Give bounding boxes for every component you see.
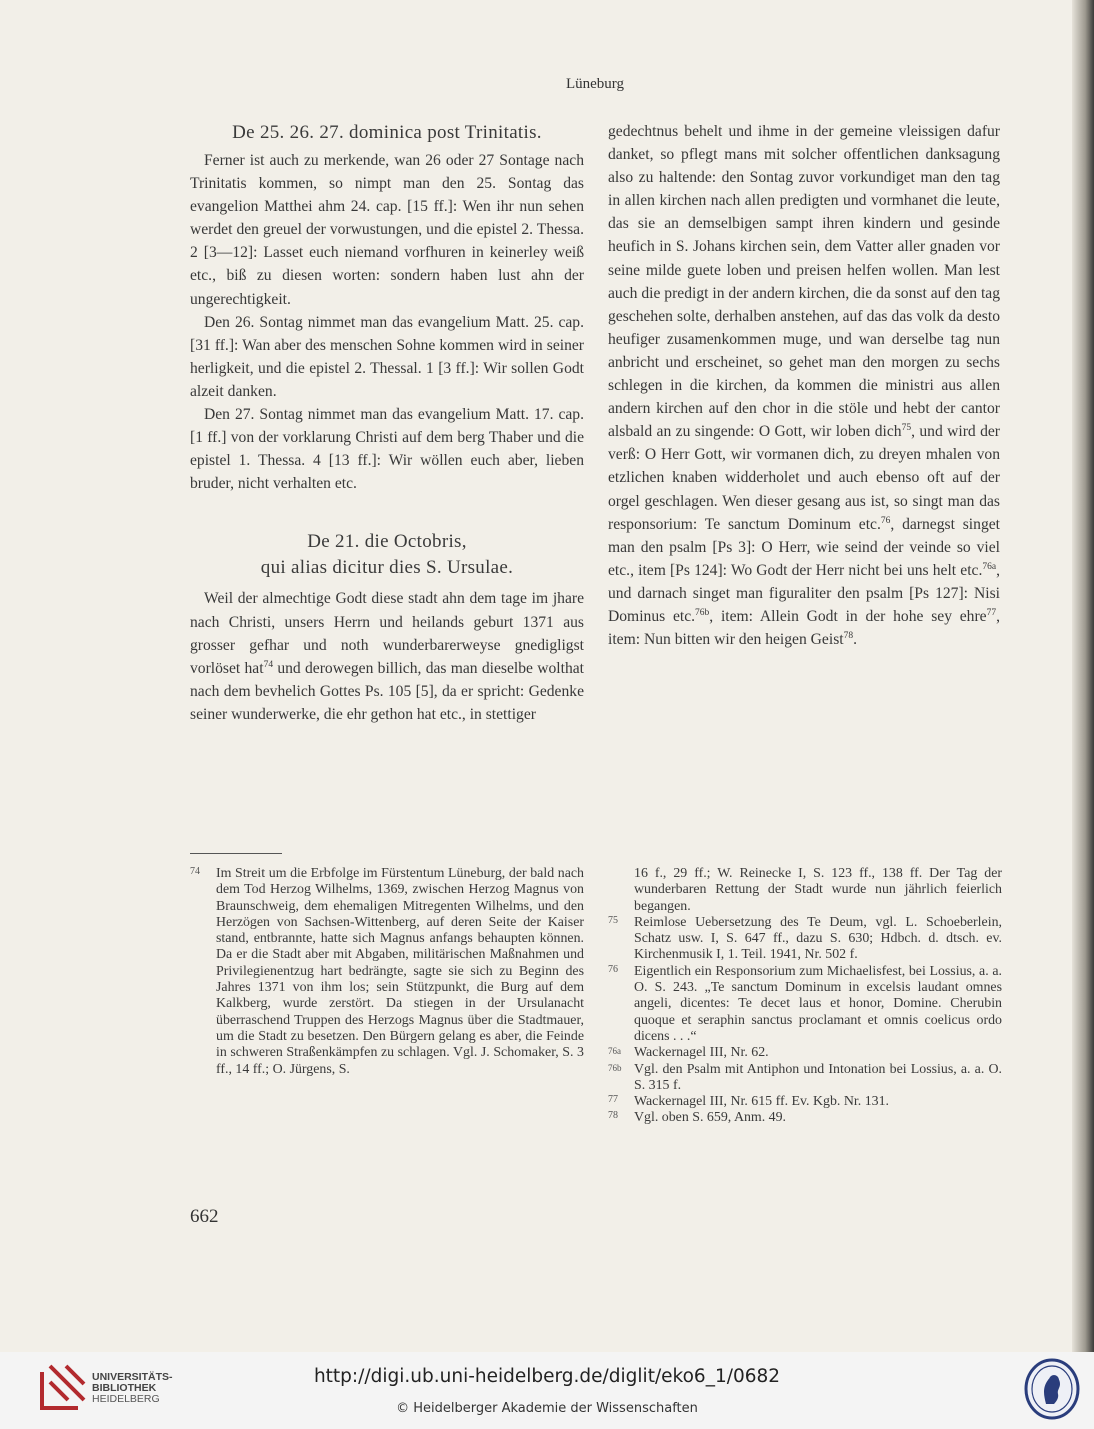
footnote-text: Wackernagel III, Nr. 62. bbox=[634, 1045, 769, 1061]
footnote-reference[interactable]: 77 bbox=[986, 607, 997, 618]
footnote-74 bbox=[190, 866, 584, 1078]
footnote-76 bbox=[608, 964, 1002, 1045]
section-heading-ursulae bbox=[190, 529, 584, 581]
footnote-text: Vgl. den Psalm mit Antiphon und Intonation bei Lossius, a. a. O. S. 315 f. bbox=[634, 1061, 1002, 1093]
paragraph: Ferner ist auch zu merkende, wan 26 oder 27 Sontage nach Trinitatis kommen, so nimpt man den 25. Sontag das evangelion Matthei ahm 24. cap. [15 ff.]: Wen ihr nun sehen werdet den greuel der vorwustungen, und die epistel 2. Thessa. 2 [3—12]: Lasset euch niemand vorfhuren in keinerley weiß etc., biß zu diesen worten: sondern haben lust ahn der ungerechtigkeit. bbox=[190, 152, 584, 308]
paragraph: Den 26. Sontag nimmet man das evangelium Matt. 25. cap. [31 ff.]: Wan aber des menschen Sohne kommen wird in seiner herligkeit, und die epistel 2. Thessal. 1 [3 ff.]: Wir sollen Godt alzeit danken. bbox=[190, 313, 584, 400]
paragraph bbox=[608, 120, 1000, 651]
page-edge-shadow bbox=[1072, 0, 1094, 1352]
text-run: , item: Nun bitten wir den heigen Geist bbox=[608, 607, 1000, 649]
text-run: , und wird der verß: O Herr Gott, wir vormanen dich, zu dreyen mhalen von etzlichen knaben widderholet und auch ebenso oft auf der orgel geschlagen. Wen dieser gesang aus ist, so singt man das responsorium: Te sanctum Dominum etc. bbox=[608, 423, 1001, 533]
footnote-number: 78 bbox=[608, 1110, 618, 1122]
footnote-number: 74 bbox=[190, 866, 200, 877]
text-run: und derowegen billich, das man dieselbe wolthat nach dem bevhelich Gottes Ps. 105 [5], da er spricht: Gedenke seiner wunderwerke, die ehr gethon hat etc., in stettiger bbox=[190, 659, 585, 723]
footnote-reference[interactable]: 78 bbox=[843, 631, 854, 642]
paragraph bbox=[190, 587, 584, 726]
text-run: , item: Allein Godt in der hohe sey ehre bbox=[709, 607, 987, 625]
text-run: Weil der almechtige Godt diese stadt ahn dem tage im jhare nach Christi, unsers Herrn und heilands geburt 1371 aus grosser gefhar und noth wunderbarerweyse gnedigligst vorlöset hat bbox=[190, 590, 584, 677]
footnote-text: Eigentlich ein Responsorium zum Michaelisfest, bei Lossius, a. a. O. S. 243. „Te sanctum Dominum in excelsis laudant omnes angeli, dicentes: Te decet laus et honor, Domine. Cherubin quoque et seraphin sanctus proclamant et omnis coelicus ordo dicens . . .“ bbox=[634, 963, 1002, 1044]
footnote-78 bbox=[608, 1110, 1002, 1126]
footnote-76a bbox=[608, 1045, 1002, 1061]
text-run: gedechtnus behelt und ihme in der gemeine vleissigen dafur danket, so pflegt mans mit solcher offentlichen danksagung also zu haltende: den Sontag zuvor vorkundiget man den tag in allen kirchen nach allen predigten und vormhanet die leute, das sie an demselbigen sampt ihren kindern und gesinde heufich in S. Johans kirchen sein, dem Vatter aller gnaden vor seine milde guete loben und preisen helfen wollen. Man lest auch die predigt in der andern kirchen, die da sonst auf den tag geschehen solte, derhalben anstehen, auf das das volk da desto heufiger zusamenkommen muge, und wan derselbe tag nun anbricht und erscheinet, so gehet man den morgen zu sechs schlegen in die kirchen, da kommen die ministri aus allen andern kirchen auf den chor in die stöle und hebt der cantor alsbald an zu singende: O Gott, wir loben dich bbox=[608, 123, 1000, 441]
footnote-77 bbox=[608, 1094, 1002, 1110]
running-title: Lüneburg bbox=[565, 76, 625, 92]
footnote-76b bbox=[608, 1062, 1002, 1095]
footnotes-right bbox=[608, 866, 1002, 1127]
copyright-notice: © Heidelberger Akademie der Wissenschaften bbox=[396, 1401, 698, 1416]
footnote-number: 76b bbox=[608, 1062, 622, 1073]
page-number: 662 bbox=[190, 1206, 219, 1227]
footnote-continuation bbox=[608, 866, 1002, 915]
url-text[interactable]: http://digi.ub.uni-heidelberg.de/diglit/eko6_1/0682 bbox=[313, 1366, 781, 1387]
footnote-text: 16 f., 29 ff.; W. Reinecke I, S. 123 ff., 138 ff. Der Tag der wunderbaren Rettung der Stadt wurde nun jährlich feierlich begangen. bbox=[634, 866, 1002, 914]
footnote-reference[interactable]: 76b bbox=[695, 607, 710, 618]
permalink-url[interactable] bbox=[0, 1366, 1094, 1387]
footnote-reference[interactable]: 75 bbox=[901, 423, 912, 434]
footnote-reference[interactable]: 74 bbox=[263, 659, 274, 670]
heading-line: De 21. die Octobris, bbox=[307, 531, 467, 553]
footnote-number: 76 bbox=[608, 963, 618, 975]
footnote-number: 77 bbox=[608, 1094, 618, 1106]
text-run: . bbox=[853, 631, 857, 649]
library-name-line: HEIDELBERG bbox=[92, 1393, 160, 1405]
footnote-text: Im Streit um die Erbfolge im Fürstentum Lüneburg, der bald nach dem Tod Herzog Wilhelms, 1369, zwischen Herzog Magnus von Braunschweig, dem ehemaligen Mitregenten Wilhelms, und den Herzögen von Sachsen-Wittenberg, auf deren Seite der Kaiser stand, entbrannte, hatte sich Magnus anfangs behaupten können. Da er die Stadt aber mit Abgaben, militärischen Maßnahmen und Privilegienentzug hart bedrängte, sagte sie sich zu Beginn des Jahres 1371 von ihm los; sein Stützpunkt, die Burg auf dem Kalkberg, wurde zerstört. Da stiegen in der Ursulanacht überraschend Truppen des Herzogs Magnus über die Stadtmauer, um die Stadt zu besetzen. Den Bürgern gelang es aber, die Feinde in schweren Straßenkämpfen zu schlagen. Vgl. J. Schomaker, S. 3 ff., 14 ff.; O. Jürgens, S. bbox=[216, 866, 584, 1077]
footnote-number: 76a bbox=[608, 1046, 621, 1057]
footnote-reference[interactable]: 76 bbox=[880, 515, 891, 526]
library-name-line: BIBLIOTHEK bbox=[92, 1382, 157, 1394]
section-heading-trinitatis: De 25. 26. 27. dominica post Trinitatis. bbox=[232, 122, 542, 143]
footnote-divider bbox=[190, 853, 282, 854]
footnote-text: Reimlose Uebersetzung des Te Deum, vgl. L. Schoeberlein, Schatz usw. I, S. 647 ff., dazu S. 630; Hdbch. d. dtsch. ev. Kirchenmusik I, 1. Teil. 1941, Nr. 502 f. bbox=[634, 914, 1002, 963]
text-run: , und darnach singet man figuraliter den psalm [Ps 127]: Nisi Dominus etc. bbox=[608, 561, 1000, 625]
footnote-text: Vgl. oben S. 659, Anm. 49. bbox=[634, 1110, 787, 1126]
library-name-line: UNIVERSITÄTS- bbox=[92, 1371, 173, 1383]
paragraph: Den 27. Sontag nimmet man das evangelium Matt. 17. cap. [1 ff.] von der vorklarung Christi auf dem berg Thaber und die epistel 1. Thessa. 4 [13 ff.]: Wir wöllen euch aber, lieben bruder, nicht verhalten etc. bbox=[190, 406, 584, 493]
text-run: , darnegst singet man den psalm [Ps 3]: O Herr, wie seind der veinde so viel etc., item [Ps 124]: Wo Godt der Herr nicht bei uns helt etc. bbox=[608, 515, 1000, 579]
footnote-number: 75 bbox=[608, 914, 618, 926]
footnotes-left bbox=[190, 866, 584, 1078]
footnote-text: Wackernagel III, Nr. 615 ff. Ev. Kgb. Nr. 131. bbox=[634, 1094, 890, 1110]
academy-seal-icon bbox=[1024, 1358, 1080, 1420]
heading-line: qui alias dicitur dies S. Ursulae. bbox=[260, 557, 514, 579]
left-text-column bbox=[190, 120, 584, 726]
footnote-reference[interactable]: 76a bbox=[982, 561, 997, 572]
footnote-75 bbox=[608, 915, 1002, 964]
right-text-column bbox=[608, 120, 1000, 651]
